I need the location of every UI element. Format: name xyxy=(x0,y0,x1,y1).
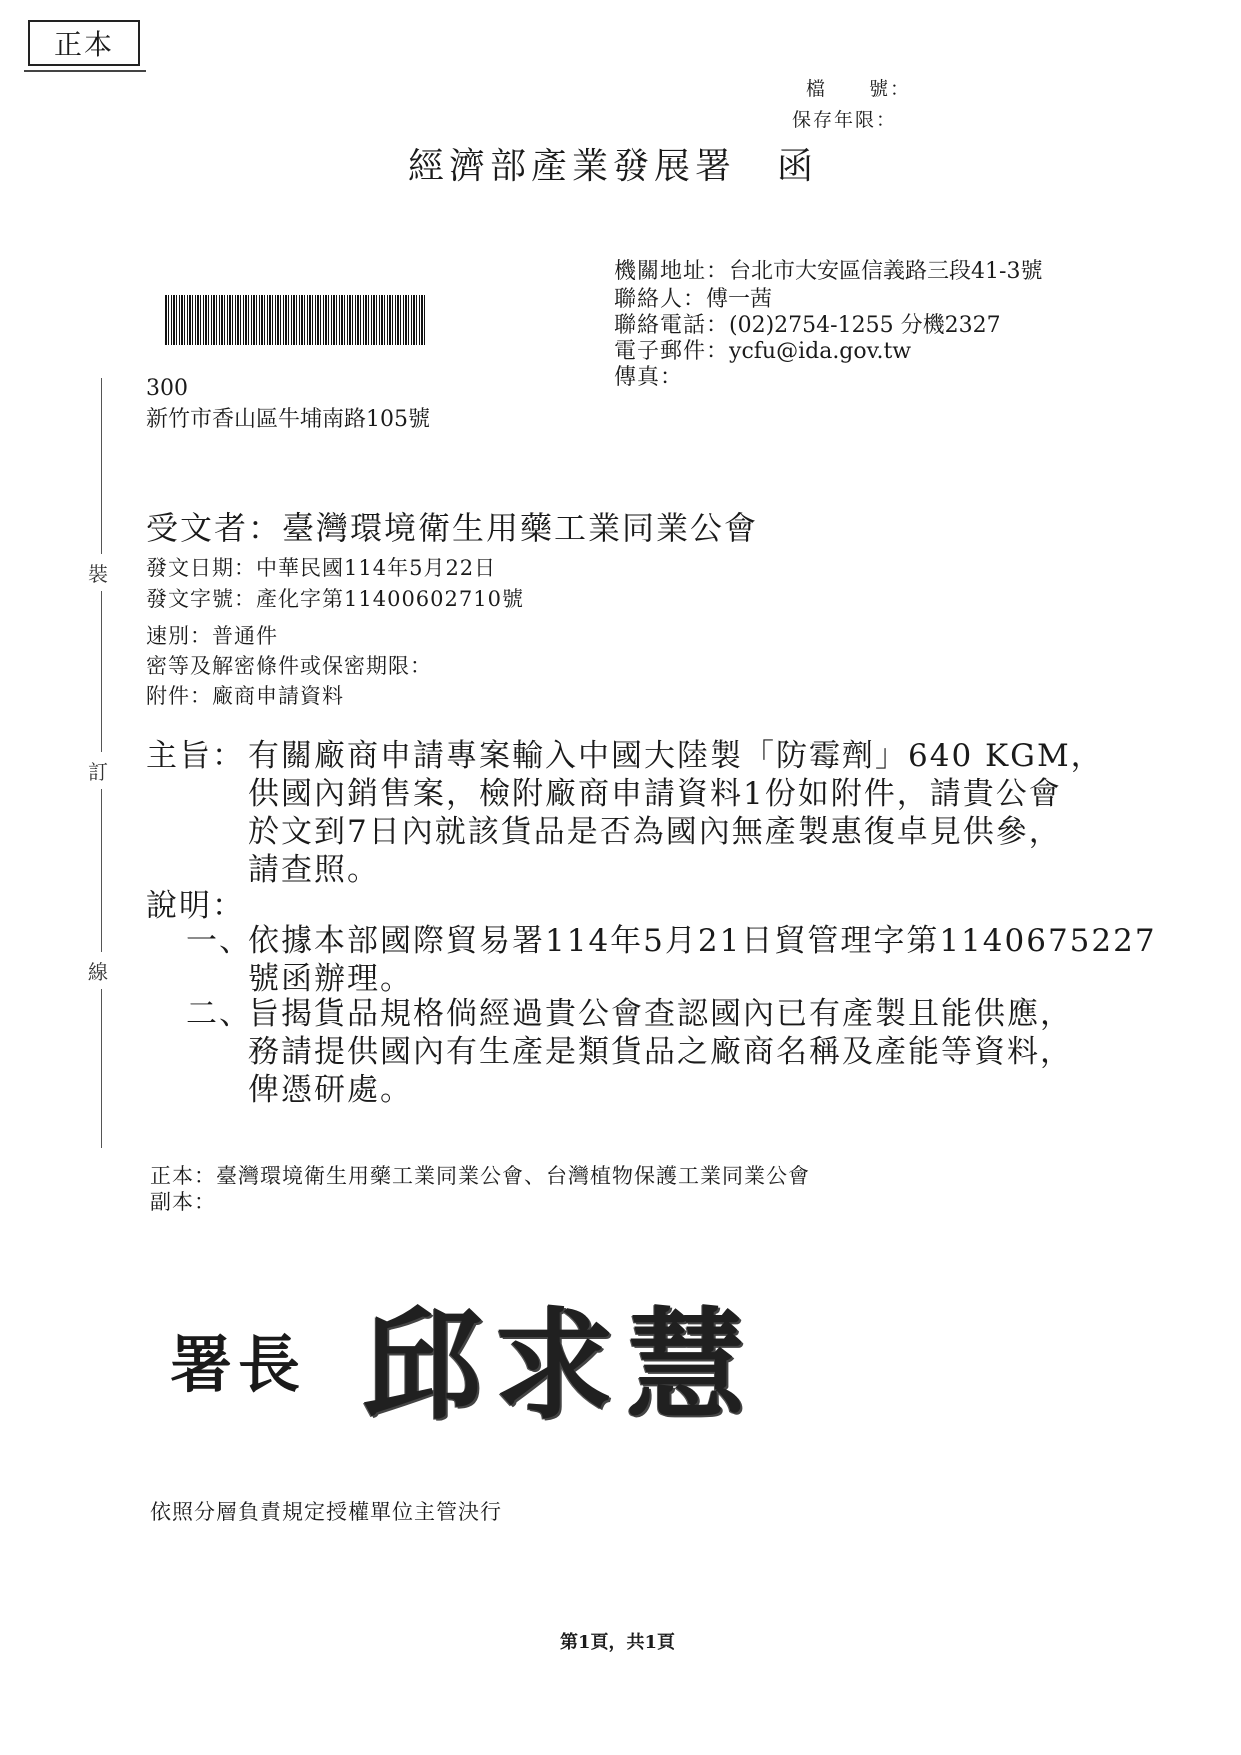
page-number: 第1頁，共1頁 xyxy=(560,1632,676,1653)
file-number-label: 檔 號： xyxy=(806,78,912,100)
phone-value: (02)2754-1255 分機2327 xyxy=(729,313,1001,338)
person-value: 傅一茜 xyxy=(706,287,773,312)
explanation-line: 旨揭貨品規格倘經過貴公會查認國內已有產製且能供應， xyxy=(248,996,1073,1032)
explanation-line: 務請提供國內有生產是類貨品之廠商名稱及產能等資料， xyxy=(248,1034,1073,1070)
recipient: 受文者：臺灣環境衛生用藥工業同業公會 xyxy=(146,509,759,547)
retention-label: 保存年限： xyxy=(792,109,898,131)
margin-mark-staple: 訂 xyxy=(88,752,108,789)
security-class: 密等及解密條件或保密期限： xyxy=(146,654,432,678)
phone-label: 聯絡電話： xyxy=(614,313,730,338)
explanation-line: 依據本部國際貿易署114年5月21日貿管理字第1140675227 xyxy=(248,923,1157,959)
contact-email xyxy=(614,338,911,366)
person-label: 聯絡人： xyxy=(614,287,707,312)
explanation-label: 說明： xyxy=(146,888,245,924)
email-value: ycfu@ida.gov.tw xyxy=(729,339,912,364)
subject-line: 供國內銷售案，檢附廠商申請資料1份如附件，請貴公會 xyxy=(248,776,1062,812)
cc-recipients: 副本： xyxy=(150,1190,216,1214)
attachment: 附件：廠商申請資料 xyxy=(146,684,344,708)
speed-class: 速別：普通件 xyxy=(146,624,278,648)
subject-label: 主旨： xyxy=(146,738,245,774)
explanation-item2-number: 二、 xyxy=(186,996,252,1032)
explanation-item1-number: 一、 xyxy=(186,923,252,959)
issue-date: 發文日期：中華民國114年5月22日 xyxy=(146,556,497,580)
signature-title: 署長 xyxy=(170,1328,307,1401)
email-label: 電子郵件： xyxy=(614,339,730,364)
contact-fax xyxy=(614,364,683,392)
margin-mark-line: 線 xyxy=(88,952,108,989)
signature-name: 邱求慧 xyxy=(362,1297,758,1436)
subject-line: 請查照。 xyxy=(248,852,380,888)
address-value: 台北市大安區信義路三段41-3號 xyxy=(729,259,1043,284)
address-label: 機關地址： xyxy=(614,259,730,284)
explanation-line: 俾憑研處。 xyxy=(248,1072,413,1108)
issue-number: 發文字號：產化字第11400602710號 xyxy=(146,587,524,611)
contact-person xyxy=(614,286,772,314)
margin-mark-bind: 裝 xyxy=(88,554,108,591)
original-copy-stamp: 正本 xyxy=(28,20,140,66)
contact-address xyxy=(614,258,1042,286)
document-title: 經濟部產業發展署 函 xyxy=(408,146,819,187)
mailing-address: 新竹市香山區牛埔南路105號 xyxy=(146,407,430,432)
subject-line: 有關廠商申請專案輸入中國大陸製「防霉劑」640 KGM， xyxy=(248,738,1104,774)
barcode-image xyxy=(165,295,427,345)
contact-phone xyxy=(614,312,1001,340)
fax-label: 傳真： xyxy=(614,365,684,390)
subject-line: 於文到7日內就該貨品是否為國內無產製惠復卓見供參， xyxy=(248,814,1062,850)
postal-code: 300 xyxy=(146,376,188,401)
authorization-note: 依照分層負責規定授權單位主管決行 xyxy=(150,1500,502,1524)
original-recipients: 正本：臺灣環境衛生用藥工業同業公會、台灣植物保護工業同業公會 xyxy=(150,1164,810,1188)
explanation-line: 號函辦理。 xyxy=(248,961,413,997)
